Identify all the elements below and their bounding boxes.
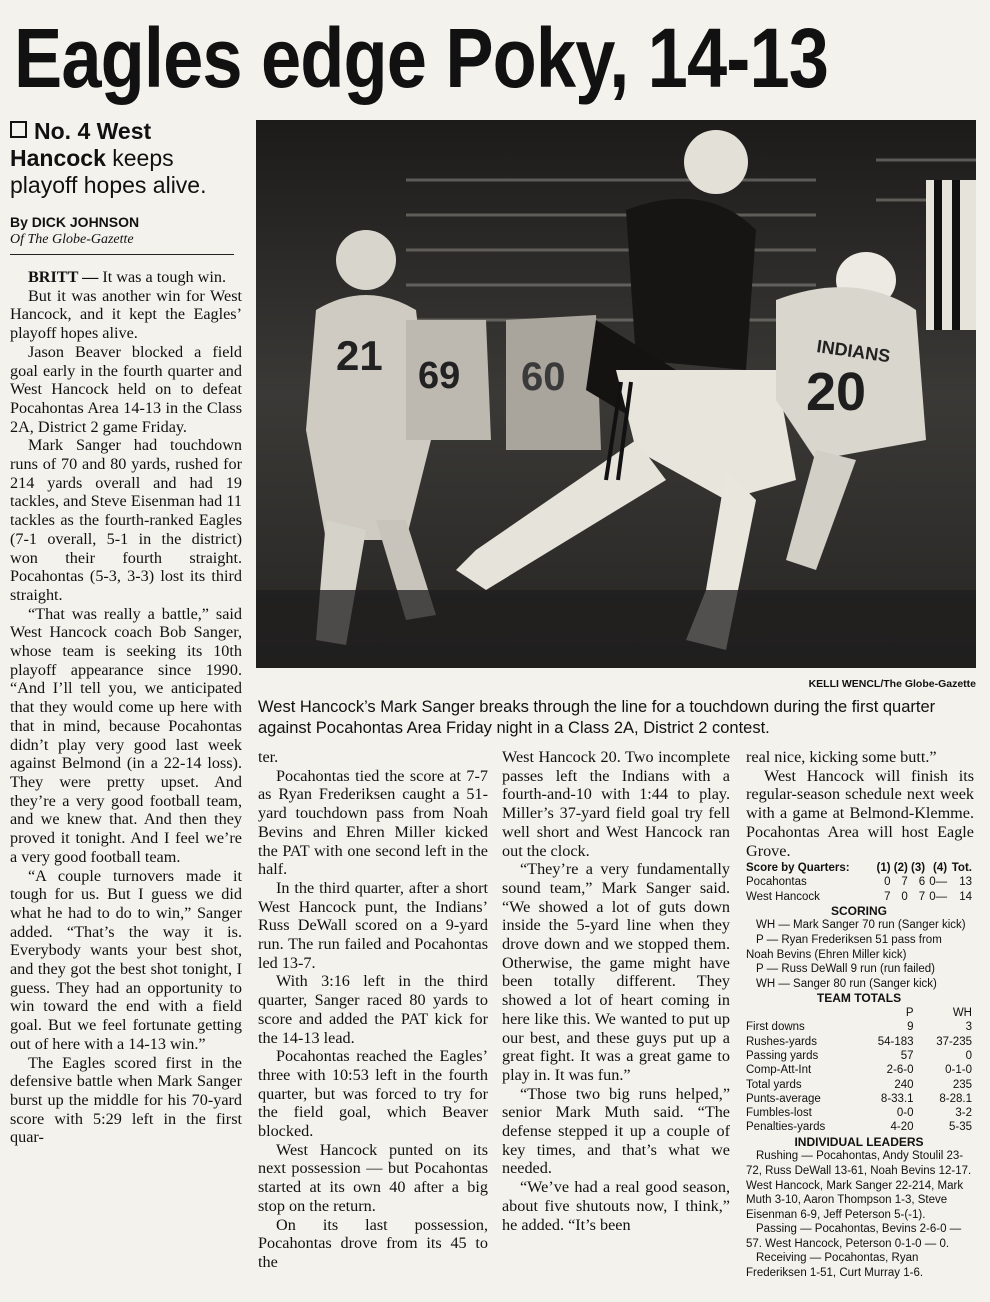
game-photo: [256, 120, 976, 668]
byline-organization: Of The Globe-Gazette: [10, 232, 134, 247]
team-totals-title: TEAM TOTALS: [816, 991, 902, 1006]
table-header: WH: [952, 1007, 972, 1020]
article-paragraph: “A couple turnovers made it tough for us. But I guess we did what he had to do to win,” Sanger added. “That’s the way it is. Everybody wants your best shot, and they got the best shot tonight, I guess. They had an opportunity to win toward the end with a field goal. But we feel fortunate getting out of here with a 14-13 win.”: [10, 866, 242, 1053]
byline: [10, 213, 242, 248]
stat-label: Fumbles-lost: [746, 1107, 812, 1120]
photo-credit: KELLI WENCL/The Globe-Gazette: [808, 678, 976, 690]
scoring-entry: WH — Mark Sanger 70 run (Sanger kick): [756, 919, 966, 932]
leaders-entry: Rushing — Pocahontas, Andy Stoulil 23-72, Russ DeWall 13-61, Noah Bevins 12-17. West Hancock, Mark Sanger 22-214, Mark Muth 3-10, Aaron Thompson 1-3, Steve Eisenman 6-9, Jeff Peterson 5-(-1).: [746, 1150, 972, 1221]
jersey-number: 60: [521, 355, 566, 399]
table-cell: 6: [918, 876, 926, 889]
article-column-1: [10, 268, 242, 1147]
jersey-number: 20: [806, 362, 867, 422]
table-cell: 9: [907, 1021, 914, 1034]
table-row: [746, 1049, 972, 1063]
individual-leaders-title: INDIVIDUAL LEADERS: [794, 1134, 924, 1149]
article-column-3: [502, 748, 730, 1234]
table-cell: 8-33.1: [880, 1092, 914, 1105]
article-paragraph: West Hancock punted on its next possession — but Pocahontas started at its own 40 after a big stop on the return.: [258, 1140, 488, 1215]
article-paragraph: In the third quarter, after a short West Hancock punt, the Indians’ Russ DeWall scored on a 9-yard run. The run failed and Pocahontas led 13-7.: [258, 878, 488, 972]
photo-caption: West Hancock’s Mark Sanger breaks through the line for a touchdown during the first quarter against Pocahontas Area Friday night in a Class 2A, District 2 contest.: [258, 698, 936, 737]
table-row: [746, 1006, 972, 1020]
table-cell: 235: [952, 1078, 972, 1091]
table-cell: 13: [959, 876, 972, 889]
table-header: P: [905, 1007, 914, 1020]
headline: Eagles edge Poky, 14-13: [14, 11, 829, 105]
article-column-2: [258, 748, 488, 1272]
table-row: [746, 1106, 972, 1120]
article-paragraph: With 3:16 left in the third quarter, Sanger raced 80 yards to score and added the PAT kick for the 14-13 lead.: [258, 972, 488, 1047]
table-header: (4): [933, 862, 948, 874]
table-cell: 5-35: [948, 1121, 972, 1134]
table-cell: 54-183: [877, 1035, 914, 1048]
article-paragraph: On its last possession, Pocahontas drove from its 45 to the: [258, 1215, 488, 1271]
table-row: [746, 1063, 972, 1077]
article-paragraph: Pocahontas tied the score at 7-7 as Ryan Frederiksen caught a 51-yard touchdown pass from Noah Bevins and Ehren Miller kicked the PAT with one second left in the half.: [258, 766, 488, 879]
table-cell: 4-20: [890, 1121, 914, 1134]
article-paragraph: But it was another win for West Hancock, and it kept the Eagles’ playoff hopes alive.: [10, 286, 242, 343]
score-by-quarters-table: [746, 861, 972, 904]
article-paragraph: “That was really a battle,” said West Hancock coach Bob Sanger, whose team is seeking its 10th playoff appearance since 1990. “And I’ll tell you, we anticipated that they would come up here with that in mind, because Pocahontas didn’t play very good last week against Belmond (in a 22-14 loss). They were pretty upset. And they’re a very good football team, and we knew that. And then they proved it tonight. And I feel we’re a very good football team.: [10, 604, 242, 866]
table-cell: 8-28.1: [939, 1092, 972, 1105]
article-paragraph: The Eagles scored first in the defensive battle when Mark Sanger burst up the middle for his 70-yard score with 5:29 left in the first quar-: [10, 1053, 242, 1147]
table-row: [746, 1078, 972, 1092]
table-cell: 0: [965, 1049, 972, 1062]
table-cell: 37-235: [936, 1035, 972, 1048]
scoring-entry: P — Ryan Frederiksen 51 pass from: [756, 934, 942, 947]
article-paragraph: Jason Beaver blocked a field goal early in the fourth quarter and West Hancock held on to defeat Pocahontas Area 14-13 in the Class 2A, District 2 game Friday.: [10, 342, 242, 436]
scoring-title: SCORING: [830, 903, 887, 918]
scoring-entry: WH — Sanger 80 run (Sanger kick): [756, 977, 937, 990]
stat-label: Penalties-yards: [746, 1121, 826, 1134]
table-header: (2): [893, 862, 908, 874]
stat-label: Total yards: [746, 1078, 802, 1091]
article-column-4: [746, 748, 974, 860]
table-cell: 3-2: [955, 1107, 972, 1120]
table-row: [746, 861, 972, 875]
article-paragraph: [10, 268, 242, 287]
article-paragraph: real nice, kicking some butt.”: [746, 748, 937, 766]
table-row: [746, 1120, 972, 1134]
team-name: Pocahontas: [746, 876, 807, 889]
stat-label: Passing yards: [746, 1049, 819, 1062]
box-score: [746, 861, 972, 1281]
table-cell: 3: [965, 1021, 972, 1034]
table-row: [746, 890, 972, 904]
article-paragraph: “They’re a very fundamentally sound team,” Mark Sanger said. “We showed a lot of guts down inside the 5-yard line when they drove down and we stopped them. Otherwise, the game might have been totally different. They showed a lot of heart coming in here like this. We wanted to put up our best, and these guys put up a great fight. It was a great game to play in. It was fun.”: [502, 860, 730, 1084]
leaders-entry: Receiving — Pocahontas, Ryan Frederiksen 1-51, Curt Murray 1-6.: [746, 1252, 924, 1280]
football-action-photo: [256, 120, 976, 668]
table-header: (3): [911, 862, 926, 874]
article-paragraph: “Those two big runs helped,” senior Mark Muth said. “The defense stepped it up a couple of key times, and that’s what we needed.: [502, 1084, 730, 1178]
individual-leaders-list: [746, 1149, 972, 1280]
dateline: BRITT —: [28, 268, 99, 286]
table-header: Tot.: [951, 862, 972, 874]
table-row: [746, 1092, 972, 1106]
article-paragraph: Pocahontas reached the Eagles’ three with 10:53 left in the fourth quarter, but was forced to try for the field goal, which Beaver blocked.: [258, 1047, 488, 1141]
table-header: [746, 1006, 864, 1020]
table-row: [746, 875, 972, 889]
table-cell: 7: [884, 890, 891, 903]
article-paragraph: Mark Sanger had touchdown runs of 70 and 80 yards, rushed for 214 yards overall and had 19 tackles, and Steve Eisenman had 11 tackles as the fourth-ranked Eagles (7-1 overall, 5-1 in the district) won their fourth straight. Pocahontas (5-3, 3-3) lost its third straight.: [10, 436, 242, 604]
table-row: [746, 1035, 972, 1049]
table-cell: 240: [894, 1078, 914, 1091]
stat-label: Punts-average: [746, 1092, 821, 1105]
scoring-entry: Noah Bevins (Ehren Miller kick): [746, 948, 907, 961]
table-cell: 7: [901, 876, 908, 889]
stat-label: First downs: [746, 1021, 805, 1034]
byline-author: By DICK JOHNSON: [10, 214, 140, 230]
checkbox-bullet-icon: [10, 121, 27, 138]
table-header: Score by Quarters:: [746, 862, 850, 874]
leaders-entry: Passing — Pocahontas, Bevins 2-6-0 — 57. West Hancock, Peterson 0-1-0 — 0.: [746, 1223, 962, 1250]
table-cell: 0: [901, 890, 908, 903]
jersey-number: 69: [418, 355, 461, 397]
team-name: West Hancock: [746, 890, 820, 903]
article-paragraph: ter.: [258, 748, 279, 766]
scoring-list: [746, 918, 972, 991]
table-cell: 0—: [929, 890, 948, 903]
deck-bold: No. 4 West Hancock: [10, 118, 152, 171]
table-cell: 14: [959, 890, 972, 903]
deck-rest: keeps playoff hopes alive.: [10, 145, 207, 198]
jersey-number: 21: [336, 332, 383, 379]
table-cell: 0: [884, 876, 891, 889]
referee: [926, 180, 976, 330]
table-header: (1): [876, 862, 891, 874]
stat-label: Comp-Att-Int: [746, 1064, 812, 1077]
table-cell: 0—: [929, 876, 948, 889]
table-cell: 7: [918, 890, 926, 903]
table-cell: 0-0: [896, 1107, 914, 1120]
scoring-entry: P — Russ DeWall 9 run (run failed): [756, 963, 935, 976]
article-text: It was a tough win.: [98, 268, 227, 286]
team-totals-table: [746, 1006, 972, 1135]
table-row: [746, 1020, 972, 1034]
helmet-lettering: INDIANS: [815, 336, 892, 367]
table-cell: 2-6-0: [886, 1064, 914, 1077]
stat-label: Rushes-yards: [746, 1035, 817, 1048]
table-cell: 57: [900, 1049, 914, 1062]
deck-subheadline: [10, 118, 242, 199]
article-paragraph: “We’ve had a real good season, about five shutouts now, I think,” he added. “It’s been: [502, 1178, 730, 1234]
article-paragraph: West Hancock will finish its regular-season schedule next week with a game at Belmond-Klemme. Pocahontas Area will host Eagle Grove.: [746, 766, 974, 860]
article-paragraph: West Hancock 20. Two incomplete passes left the Indians with a fourth-and-10 with 1:44 to play. Miller’s 37-yard field goal try fell well short and West Hancock ran out the clock.: [502, 748, 730, 860]
byline-divider: [10, 254, 234, 255]
table-cell: 0-1-0: [945, 1064, 972, 1077]
